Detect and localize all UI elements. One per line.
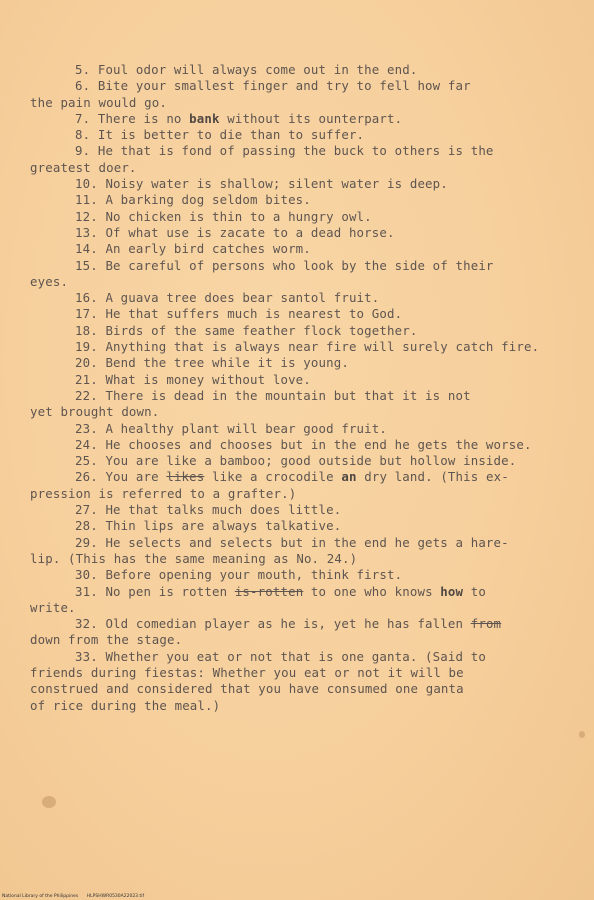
- proverb-6-continued: the pain would go.: [30, 94, 167, 110]
- proverb-15-continued: eyes.: [30, 273, 69, 289]
- proverb-14: 14. An early bird catches worm.: [75, 241, 311, 257]
- struck-out-word: is-rotten: [234, 583, 304, 599]
- proverb-30: 30. Before opening your mouth, think first.: [75, 567, 403, 583]
- proverb-29-continued: lip. (This has the same meaning as No. 24.): [30, 550, 358, 566]
- proverb-24: 24. He chooses and chooses but in the end he gets the worse.: [75, 436, 532, 452]
- proverb-15: 15. Be careful of persons who look by the side of their: [75, 257, 494, 273]
- proverb-33-continued-3: of rice during the meal.): [30, 697, 221, 713]
- proverb-27: 27. He that talks much does little.: [75, 502, 342, 518]
- proverb-29: 29. He selects and selects but in the end he gets a hare-: [75, 534, 509, 550]
- footer-library: National Library of the Philippines: [2, 894, 79, 899]
- proverb-31-continued: write.: [30, 599, 76, 615]
- overtyped-word: how: [440, 583, 464, 599]
- typed-proverb-list: [30, 62, 590, 714]
- proverb-19: 19. Anything that is always near fire will surely catch fire.: [75, 339, 540, 355]
- paper-stain-spot: [42, 796, 56, 808]
- proverb-18: 18. Birds of the same feather flock together.: [75, 322, 418, 338]
- proverb-5: 5. Foul odor will always come out in the end.: [75, 62, 418, 77]
- footer-filename: HLPSHWR0530A22023.tif: [86, 894, 145, 899]
- proverb-8: 8. It is better to die than to suffer.: [75, 127, 365, 143]
- proverb-33-continued-2: construed and considered that you have consumed one ganta: [30, 681, 464, 697]
- proverb-32: 32. Old comedian player as he is, yet he has fallen from: [75, 616, 502, 632]
- proverb-21: 21. What is money without love.: [75, 371, 311, 387]
- proverb-20: 20. Bend the tree while it is young.: [75, 355, 349, 371]
- proverb-13: 13. Of what use is zacate to a dead horse.: [75, 224, 395, 240]
- proverb-10: 10. Noisy water is shallow; silent water is deep.: [75, 176, 448, 192]
- overtyped-word: an: [341, 469, 357, 485]
- proverb-23: 23. A healthy plant will bear good fruit.: [75, 420, 388, 436]
- proverb-9-continued: greatest doer.: [30, 159, 137, 175]
- paper-stain-spot: [579, 731, 585, 738]
- proverb-11: 11. A barking dog seldom bites.: [75, 192, 311, 208]
- proverb-12: 12. No chicken is thin to a hungry owl.: [75, 208, 372, 224]
- proverb-33: 33. Whether you eat or not that is one ganta. (Said to: [75, 648, 486, 664]
- struck-out-word: from: [470, 616, 502, 632]
- proverb-17: 17. He that suffers much is nearest to God.: [75, 306, 403, 322]
- proverb-31: 31. No pen is rotten is-rotten to one who knows how to: [75, 583, 486, 599]
- proverb-33-continued-1: friends during fiestas: Whether you eat or not it will be: [30, 664, 464, 680]
- proverb-26: 26. You are likes like a crocodile an dry land. (This ex-: [75, 469, 509, 485]
- proverb-22-continued: yet brought down.: [30, 404, 160, 420]
- proverb-9: 9. He that is fond of passing the buck to others is the: [75, 143, 494, 159]
- proverb-22: 22. There is dead in the mountain but that it is not: [75, 387, 471, 403]
- proverb-25: 25. You are like a bamboo; good outside but hollow inside.: [75, 453, 517, 469]
- scan-footer: [2, 894, 144, 899]
- proverb-6: 6. Bite your smallest finger and try to fell how far: [75, 78, 471, 94]
- proverb-16: 16. A guava tree does bear santol fruit.: [75, 290, 380, 306]
- proverb-28: 28. Thin lips are always talkative.: [75, 518, 342, 534]
- struck-out-word: likes: [166, 469, 205, 485]
- proverb-7: 7. There is no bank without its ounterpart.: [75, 110, 403, 126]
- proverb-26-continued: pression is referred to a grafter.): [30, 485, 297, 501]
- overtyped-word: bank: [189, 110, 220, 126]
- proverb-32-continued: down from the stage.: [30, 632, 183, 648]
